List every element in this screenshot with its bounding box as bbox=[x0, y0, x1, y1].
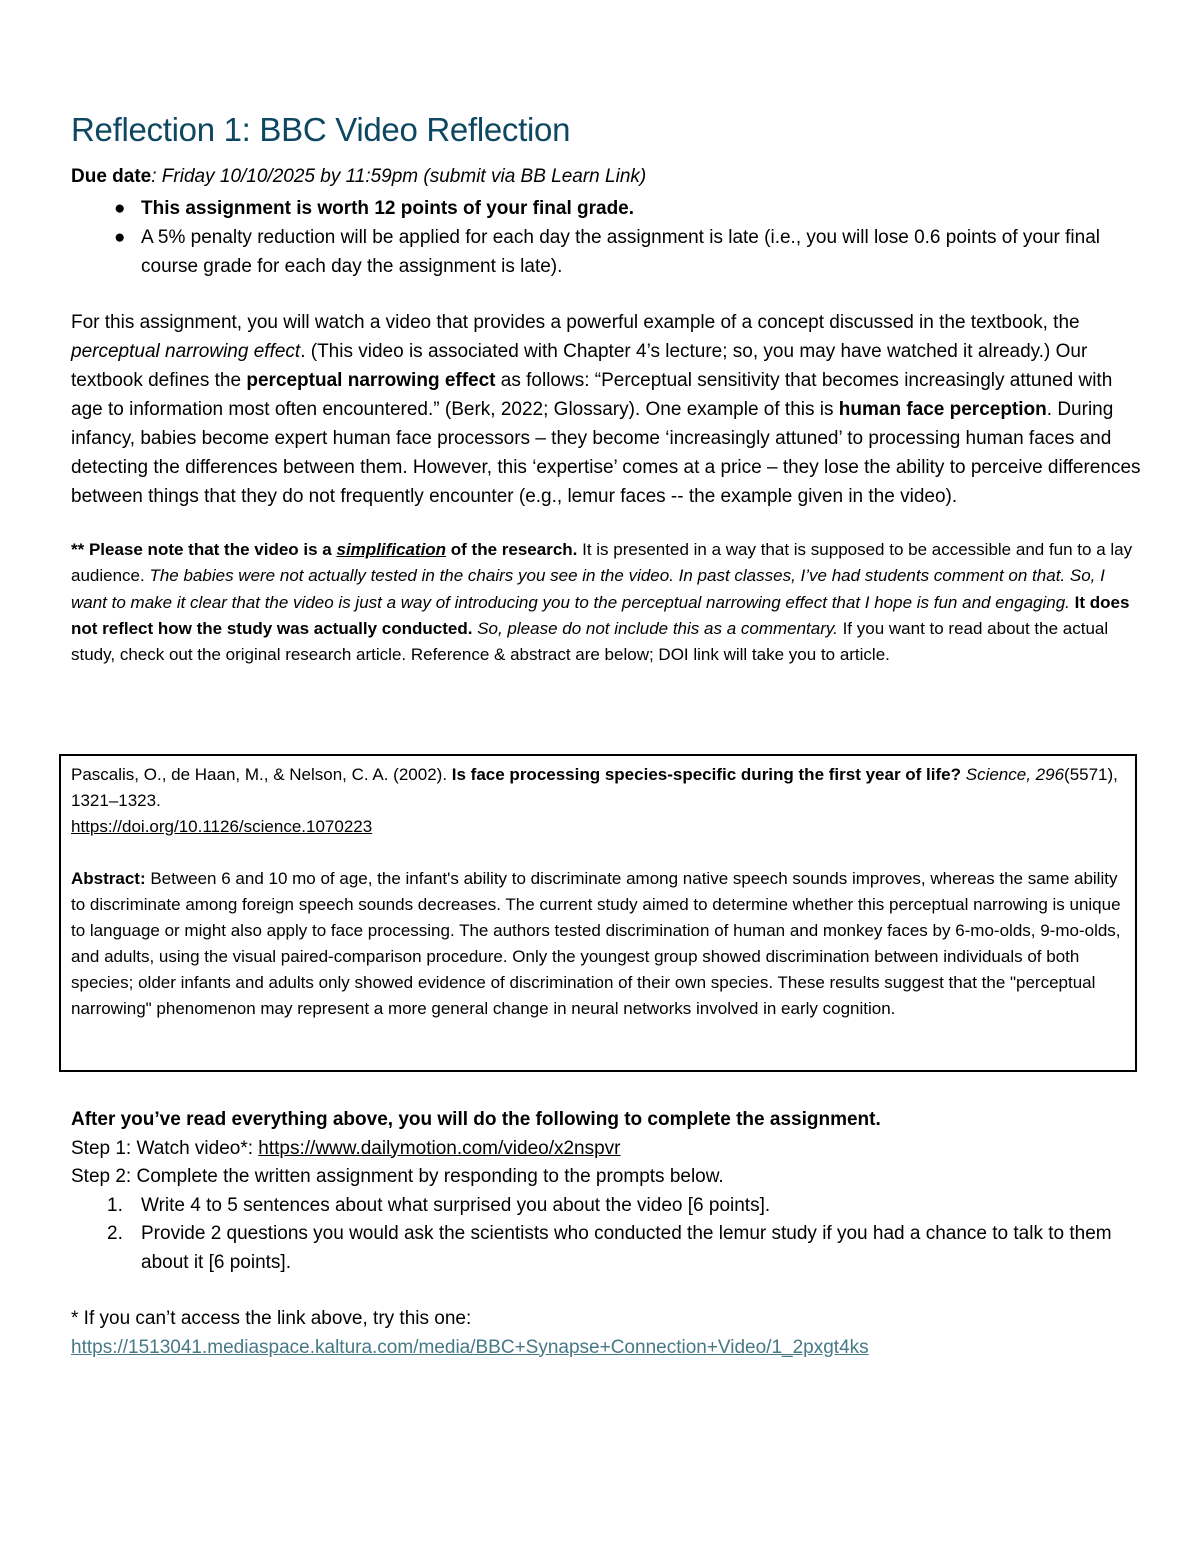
bullet-icon: ● bbox=[114, 227, 126, 248]
prompt-number: 2. bbox=[107, 1223, 123, 1244]
grading-bullets bbox=[71, 194, 1141, 281]
intro-term: perceptual narrowing effect bbox=[71, 341, 301, 362]
note-text: If you want to read about the actual study, check out the original research article. Reference & abstract are below; DOI link will take you to article. bbox=[71, 618, 1109, 665]
intro-text: . During infancy, babies become expert human face processors – they become ‘increasingly attuned’ to processing human faces and detecting the differences between them. However, this ‘expertise’ comes at a price – they lose the ability to perceive differences between things that they do not frequently encounter (e.g., lemur faces -- the example given in the video). bbox=[71, 399, 1141, 507]
intro-term-bold: perceptual narrowing effect bbox=[246, 370, 496, 391]
alt-link-note: * If you can’t access the link above, try this one: bbox=[71, 1308, 472, 1329]
note-italic: The babies were not actually tested in the chairs you see in the video. In past classes, I’ve had students comment on that. So, I want to make it clear that the video is just a way of introducing you to the perceptual narrowing effect that I hope is fun and engaging. bbox=[71, 566, 1105, 612]
list-item bbox=[114, 194, 1141, 223]
prompt-list bbox=[71, 1192, 1141, 1278]
citation-authors: Pascalis, O., de Haan, M., & Nelson, C. A. (2002). bbox=[71, 765, 452, 784]
list-item bbox=[107, 1192, 1141, 1221]
list-item bbox=[114, 223, 1141, 281]
prompt-text: Provide 2 questions you would ask the scientists who conducted the lemur study if you had a chance to talk to them about it [6 points]. bbox=[141, 1223, 1112, 1273]
citation bbox=[71, 762, 1125, 814]
intro-text: For this assignment, you will watch a video that provides a powerful example of a concept discussed in the textbook, the bbox=[71, 312, 1080, 333]
instructions-heading: After you’ve read everything above, you will do the following to complete the assignment. bbox=[71, 1109, 881, 1130]
step-1 bbox=[71, 1135, 1141, 1164]
reference-box bbox=[59, 754, 1137, 1072]
intro-paragraph bbox=[71, 308, 1141, 511]
citation-pages: (5571), 1321–1323. bbox=[71, 765, 1118, 810]
document-page bbox=[71, 108, 1141, 668]
bullet-text: A 5% penalty reduction will be applied for each day the assignment is late (i.e., you will lose 0.6 points of your final course grade for each day the assignment is late). bbox=[141, 227, 1100, 277]
abstract-label: Abstract: bbox=[71, 869, 146, 888]
doi-link[interactable]: https://doi.org/10.1126/science.1070223 bbox=[71, 817, 373, 836]
note-text: It is presented in a way that is supposed to be accessible and fun to a lay audience. bbox=[71, 540, 1133, 586]
page-title: Reflection 1: BBC Video Reflection bbox=[71, 111, 571, 148]
note-text: of the research. bbox=[446, 540, 578, 559]
note-emphasis: simplification bbox=[336, 540, 447, 559]
due-date bbox=[71, 164, 1141, 190]
intro-term-bold: human face perception bbox=[838, 399, 1047, 420]
intro-text: . (This video is associated with Chapter 4’s lecture; so, you may have watched it already.) Our textbook defines the bbox=[71, 341, 1088, 391]
abstract bbox=[71, 866, 1125, 1022]
note-text: It does not reflect how the study was actually conducted. bbox=[71, 592, 1130, 638]
instructions-section bbox=[71, 1106, 1141, 1362]
alt-video-link[interactable]: https://1513041.mediaspace.kaltura.com/media/BBC+Synapse+Connection+Video/1_2pxgt4ks bbox=[71, 1336, 869, 1358]
abstract-text: Between 6 and 10 mo of age, the infant's ability to discriminate among native speech sounds improves, whereas the same ability to discriminate among foreign speech sounds decreases. The current study aimed to determine whether this perceptual narrowing is unique to language or might also apply to face processing. The authors tested discrimination of human and monkey faces by 6-mo-olds, 9-mo-olds, and adults, using the visual paired-comparison procedure. Only the youngest group showed discrimination between individuals of both species; older infants and adults only showed evidence of discrimination of their own species. These results suggest that the "perceptual narrowing" phenomenon may represent a more general change in neural networks involved in early cognition. bbox=[71, 869, 1121, 1018]
due-date-label: Due date bbox=[71, 166, 152, 187]
prompt-text: Write 4 to 5 sentences about what surprised you about the video [6 points]. bbox=[141, 1194, 771, 1216]
due-date-value: : Friday 10/10/2025 by 11:59pm (submit via BB Learn Link) bbox=[151, 166, 647, 187]
note-italic: So, please do not include this as a commentary. bbox=[472, 618, 838, 638]
note-paragraph bbox=[71, 537, 1141, 668]
note-text: ** Please note that the video is a bbox=[71, 540, 337, 559]
citation-title: Is face processing species-specific during the first year of life? bbox=[451, 765, 962, 784]
intro-text: as follows: “Perceptual sensitivity that becomes increasingly attuned with age to information most often encountered.” (Berk, 2022; Glossary). One example of this is bbox=[71, 370, 1113, 420]
bullet-icon: ● bbox=[114, 198, 126, 219]
video-link[interactable]: https://www.dailymotion.com/video/x2nspvr bbox=[258, 1137, 621, 1159]
list-item bbox=[107, 1220, 1141, 1277]
step-1-label: Step 1: Watch video*: bbox=[71, 1137, 259, 1159]
prompt-number: 1. bbox=[107, 1194, 123, 1216]
citation-journal: Science, 296 bbox=[961, 765, 1065, 784]
bullet-text: This assignment is worth 12 points of your final grade. bbox=[141, 198, 635, 219]
step-2: Step 2: Complete the written assignment by responding to the prompts below. bbox=[71, 1166, 724, 1187]
